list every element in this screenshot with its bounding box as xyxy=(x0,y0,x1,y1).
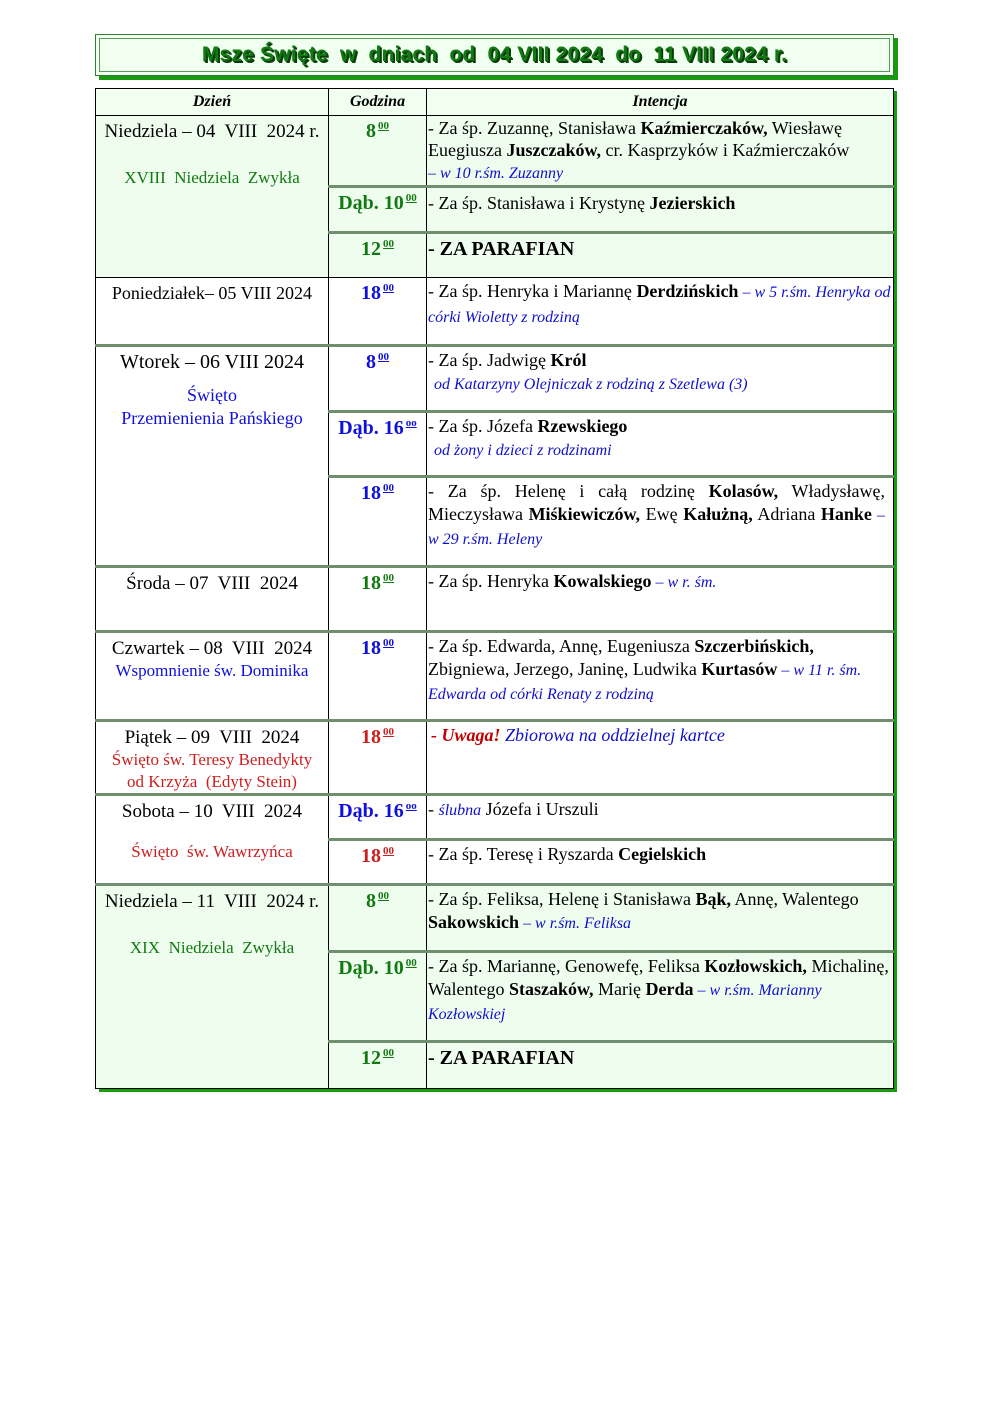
intention xyxy=(427,412,894,477)
table-row xyxy=(96,278,894,346)
intention-note: od Katarzyny Olejniczak z rodziną z Szetlewa (3) xyxy=(434,375,748,393)
day-cell xyxy=(96,632,329,721)
surname: Szczerbińskich, xyxy=(694,636,814,656)
mass-time xyxy=(329,346,427,412)
intention xyxy=(427,567,894,632)
table-row xyxy=(96,795,894,840)
table-row xyxy=(96,567,894,632)
surname: Kałużną, xyxy=(683,503,753,524)
mass-time xyxy=(329,885,427,952)
intention-note: – w r.śm. Marianny Kozłowskiej xyxy=(428,981,822,1023)
table-row xyxy=(96,721,894,795)
feast-name: XVIII Niedziela Zwykła xyxy=(124,168,300,187)
minutes: 00 xyxy=(383,1047,394,1059)
intention-text: - Za śp. Henryka xyxy=(428,571,554,591)
intention xyxy=(427,278,894,346)
intention xyxy=(427,116,894,187)
intention-text: - Za śp. Jadwigę xyxy=(428,350,551,370)
hour: 8 xyxy=(366,890,376,912)
intention-note: – w 11 r. śm. Edwarda od córki Renaty z rodziną xyxy=(428,661,862,703)
intention-note: od żony i dzieci z rodzinami xyxy=(434,441,612,459)
minutes: 00 xyxy=(383,726,394,738)
intention xyxy=(427,632,894,721)
day-cell xyxy=(96,795,329,885)
surname: Kaźmierczaków, xyxy=(640,118,768,138)
minutes: 00 xyxy=(383,238,394,250)
surname: Kurtasów xyxy=(701,658,778,679)
hour: Dąb. 16 xyxy=(338,800,404,822)
hour: 18 xyxy=(361,845,381,867)
day-cell xyxy=(96,278,329,346)
feast-name: Święto św. Teresy Benedykty od Krzyża (Edyty Stein) xyxy=(111,750,313,791)
day-cell xyxy=(96,721,329,795)
minutes: 00 xyxy=(378,890,389,902)
hour: Dąb. 10 xyxy=(338,957,404,979)
header-intention: Intencja xyxy=(427,89,894,116)
intention-text: - Za śp. Feliksa, Helenę i Stanisława xyxy=(428,889,696,909)
header-time: Godzina xyxy=(329,89,427,116)
intention-text: Adriana xyxy=(752,503,821,524)
intention xyxy=(427,952,894,1042)
feast-name: XIX Niedziela Zwykła xyxy=(129,938,295,957)
intention-note: – w 10 r.śm. Zuzanny xyxy=(428,165,564,182)
header-day: Dzień xyxy=(96,89,329,116)
mass-time xyxy=(329,233,427,278)
mass-time xyxy=(329,278,427,346)
intention-note: – w r.śm. Feliksa xyxy=(519,914,632,932)
feast-name: Święto św. Wawrzyńca xyxy=(131,842,293,861)
minutes: 00 xyxy=(383,282,394,294)
intention xyxy=(427,885,894,952)
intention-note: – w 5 r.śm. Henryka od córki Wioletty z rodziną xyxy=(428,284,891,326)
intention-note: – w 29 r.śm. Heleny xyxy=(428,506,886,548)
intention xyxy=(427,233,894,278)
mass-time xyxy=(329,840,427,885)
header-row xyxy=(96,89,894,116)
intention-text: - Za śp. Mariannę, Genowefę, Feliksa xyxy=(428,956,705,976)
intention-text: Ewę xyxy=(640,503,684,524)
intention-text: - Za śp. Henryka i Mariannę xyxy=(428,281,637,301)
mass-schedule-table-wrapper xyxy=(95,88,893,1089)
surname: Król xyxy=(550,350,587,370)
intention-text: - Za śp. Zuzannę, Stanisława xyxy=(428,118,641,138)
intention xyxy=(427,721,894,795)
hour: 12 xyxy=(361,1047,381,1069)
minutes: 00 xyxy=(378,120,389,132)
intention-text: Wiesławę Euegiusza xyxy=(428,118,842,160)
surname: Juszczaków, xyxy=(506,140,601,160)
day-name: Środa – 07 VIII 2024 xyxy=(126,573,298,594)
mass-time xyxy=(329,632,427,721)
day-cell xyxy=(96,116,329,278)
intention-text: - Za śp. Józefa xyxy=(428,416,538,436)
mass-time xyxy=(329,477,427,567)
intention-note: Zbiorowa na oddzielnej kartce xyxy=(500,725,725,745)
table-row xyxy=(96,632,894,721)
hour: 12 xyxy=(361,238,381,260)
minutes: oo xyxy=(405,417,417,429)
hour: 18 xyxy=(361,572,381,594)
minutes: 00 xyxy=(405,192,417,204)
page-title: Msze Święte w dniach od 04 VIII 2024 do 11 VIII 2024 r. xyxy=(201,43,788,66)
hour: Dąb. 10 xyxy=(338,192,404,214)
mass-time xyxy=(329,795,427,840)
intention-text: - Za śp. Teresę i Ryszarda xyxy=(428,844,619,864)
surname: Derdzińskich xyxy=(636,281,739,301)
hour: 8 xyxy=(366,351,376,373)
feast-name: Święto Przemienienia Pańskiego xyxy=(121,385,303,428)
warning-text: - Uwaga! xyxy=(431,725,501,745)
mass-time xyxy=(329,952,427,1042)
mass-time xyxy=(329,187,427,233)
title-banner xyxy=(95,34,894,76)
surname: Kolasów, xyxy=(708,481,779,501)
intention xyxy=(427,477,894,567)
minutes: 00 xyxy=(383,845,394,857)
minutes: 00 xyxy=(383,637,394,649)
hour: 18 xyxy=(361,482,381,504)
intention-text: Marię xyxy=(593,978,646,999)
day-name: Piątek – 09 VIII 2024 xyxy=(124,727,300,748)
day-name: Wtorek – 06 VIII 2024 xyxy=(119,351,305,373)
surname: Kozłowskich, xyxy=(704,956,807,976)
day-name: Niedziela – 11 VIII 2024 r. xyxy=(104,891,320,912)
intention xyxy=(427,187,894,233)
mass-time xyxy=(329,721,427,795)
day-cell xyxy=(96,567,329,632)
hour: 18 xyxy=(361,282,381,304)
day-name: Poniedziałek– 05 VIII 2024 xyxy=(111,283,313,303)
surname: Sakowskich xyxy=(428,911,520,932)
intention-text: Władysławę, Mieczysława xyxy=(428,481,885,524)
mass-time xyxy=(329,567,427,632)
mass-time xyxy=(329,1042,427,1089)
hour: Dąb. 16 xyxy=(338,417,404,439)
intention-text: Józefa i Urszuli xyxy=(481,799,599,819)
minutes: 00 xyxy=(378,351,389,363)
surname: Hanke xyxy=(820,503,872,524)
intention-text: - Za śp. Helenę i całą rodzinę xyxy=(428,481,709,501)
hour: 8 xyxy=(366,120,376,142)
intention-text: - Za śp. Stanisława i Krystynę xyxy=(428,193,650,213)
intention-text: cr. Kasprzyków i Kaźmierczaków xyxy=(600,140,850,160)
feast-name: Wspomnienie św. Dominika xyxy=(115,661,309,680)
minutes: 00 xyxy=(383,572,394,584)
intention-text: Zbigniewa, Jerzego, Janinę, Ludwika xyxy=(428,658,702,679)
hour: 18 xyxy=(361,726,381,748)
intention-text: - Za śp. Edwarda, Annę, Eugeniusza xyxy=(428,636,695,656)
intention-note: ślubna xyxy=(438,802,482,819)
mass-schedule-table xyxy=(95,88,894,1089)
day-name: Czwartek – 08 VIII 2024 xyxy=(111,638,313,659)
table-row xyxy=(96,116,894,187)
day-cell xyxy=(96,346,329,567)
minutes: 00 xyxy=(383,482,394,494)
surname: Miśkiewiczów, xyxy=(528,503,641,524)
surname: Kowalskiego xyxy=(553,571,652,591)
intention-text: Michalinę, Walentego xyxy=(428,956,889,999)
intention-text: - ZA PARAFIAN xyxy=(428,238,575,260)
intention-text: - ZA PARAFIAN xyxy=(428,1047,575,1069)
surname: Jezierskich xyxy=(649,193,736,213)
intention-text: - xyxy=(428,799,439,819)
minutes: 00 xyxy=(405,957,417,969)
mass-time xyxy=(329,116,427,187)
hour: 18 xyxy=(361,637,381,659)
day-name: Sobota – 10 VIII 2024 xyxy=(121,801,303,822)
intention xyxy=(427,1042,894,1089)
mass-time xyxy=(329,412,427,477)
surname: Bąk, xyxy=(695,889,731,909)
surname: Derda xyxy=(645,978,694,999)
surname: Staszaków, xyxy=(509,978,594,999)
intention-note: – w r. śm. xyxy=(651,574,717,591)
intention xyxy=(427,840,894,885)
intention-text: Annę, Walentego xyxy=(730,889,859,909)
table-row xyxy=(96,885,894,952)
minutes: oo xyxy=(405,800,417,812)
surname: Rzewskiego xyxy=(537,416,628,436)
intention xyxy=(427,346,894,412)
table-row xyxy=(96,346,894,412)
day-name: Niedziela – 04 VIII 2024 r. xyxy=(104,121,320,142)
intention xyxy=(427,795,894,840)
day-cell xyxy=(96,885,329,1089)
surname: Cegielskich xyxy=(618,844,707,864)
